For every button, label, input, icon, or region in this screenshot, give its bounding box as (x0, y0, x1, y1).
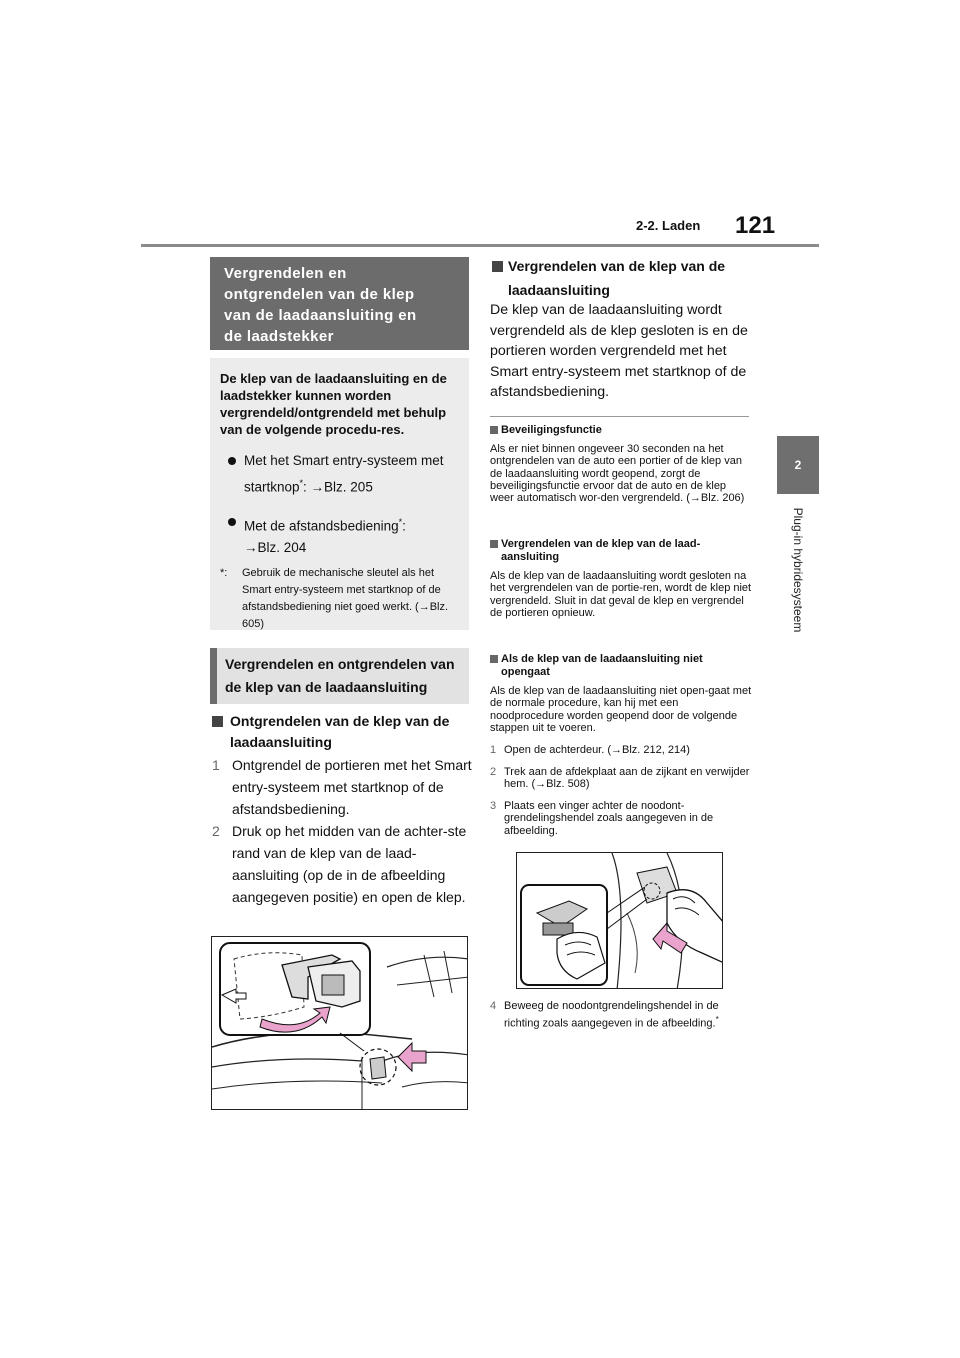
emergency-step-2: 2 Trek aan de afdekplaat aan de zijkant en verwijder hem. (→Blz. 508) (490, 766, 750, 791)
bullet-remote: Met de afstandsbediening*: →Blz. 204 (220, 511, 459, 560)
section-heading-line: ontgrendelen van de klep (224, 286, 415, 303)
security-heading: Beveiligingsfunctie (490, 424, 752, 437)
subheading-line: Vergrendelen en ontgrendelen van (225, 656, 455, 672)
header-rule (141, 244, 819, 247)
security-text: Als er niet binnen ongeveer 30 seconden na het ontgrendelen van de auto een portier of de klep van de laadaansluiting wordt geopend, zorgt de beveiligingsfunctie ervoor dat de auto en de klep weer automatisch wor-den vergrendeld. (→Blz. 206) (490, 443, 745, 505)
step-number: 4 (490, 1000, 497, 1012)
step-number: 2 (212, 823, 220, 839)
square-bullet-icon (490, 426, 498, 434)
chapter-title-vertical (750, 500, 846, 650)
emergency-lever-illustration (516, 852, 723, 989)
chapter-tab: 2 (777, 436, 819, 494)
footnote-mark: *: (220, 567, 228, 579)
step-number: 1 (490, 744, 497, 756)
step-number: 3 (490, 800, 497, 812)
step-text: Druk op het midden van de achter-ste rand van de klep van de laad-aansluiting (op de in de afbeelding aangegeven positie) en open de klep. (232, 823, 467, 905)
section-title: 2-2. Laden (636, 218, 701, 233)
intro-box (210, 358, 469, 630)
emergency-step-3: 3 Plaats een vinger achter de noodont-grendelingshendel zoals aangegeven in de afbeelding. (490, 800, 714, 837)
subheading-box (210, 648, 469, 704)
charging-lid-illustration (211, 936, 468, 1110)
section-heading-line: de laadstekker (224, 328, 334, 345)
step-number: 1 (212, 757, 220, 773)
notopen-heading: Als de klep van de laadaansluiting niet opengaat (490, 653, 752, 679)
section-heading-line: van de laadaansluiting en (224, 307, 417, 324)
step-text: Ontgrendel de portieren met het Smart entry-systeem met startknop of de afstandsbediening. (232, 757, 472, 817)
square-bullet-icon (490, 540, 498, 548)
unlock-heading: Ontgrendelen van de klep van de laadaansluiting (210, 711, 472, 753)
emergency-step-4: 4 Beweeg de noodontgrendelingshendel in de richting zoals aangegeven in de afbeelding.* (490, 1000, 719, 1030)
footnote (220, 565, 459, 633)
chapter-title: Plug-in hybridesysteem (791, 507, 805, 633)
section-heading-line: Vergrendelen en (224, 265, 347, 282)
lock2-text: Als de klep van de laadaansluiting wordt gesloten na het vergrendelen van de portie-ren, wordt de klep niet vergrendeld. Sluit in dat geval de klep en vergrendel de portieren opnieuw. (490, 570, 752, 619)
bullet-smart-entry: Met het Smart entry-systeem met startknop*: →Blz. 205 (220, 450, 459, 499)
emergency-step-1: 1 Open de achterdeur. (→Blz. 212, 214) (490, 744, 690, 756)
unlock-step-2 (210, 820, 472, 908)
step-number: 2 (490, 766, 497, 778)
page-number: 121 (735, 212, 776, 239)
lock-heading: Vergrendelen van de klep van de laadaansluiting (490, 254, 752, 302)
square-bullet-icon (212, 716, 223, 727)
section-divider (490, 416, 749, 417)
square-bullet-icon (490, 655, 498, 663)
subheading-line: de klep van de laadaansluiting (225, 679, 428, 695)
unlock-step-1 (210, 754, 472, 820)
footnote-text: Gebruik de mechanische sleutel als het Smart entry-systeem met startknop of de afstandsbediening niet goed werkt. (→Blz. 605) (242, 567, 449, 630)
intro-text: De klep van de laadaansluiting en de laadstekker kunnen worden vergrendeld/ontgrendeld met behulp van de volgende procedu-res. (220, 371, 447, 437)
lock-text: De klep van de laadaansluiting wordt vergrendeld als de klep gesloten is en de portieren worden vergrendeld met het Smart entry-systeem met startknop of de afstandsbediening. (490, 302, 748, 400)
section-heading-box (210, 257, 469, 350)
notopen-text: Als de klep van de laadaansluiting niet open-gaat met de normale procedure, kan hij met een noodprocedure worden geopend door de volgende stappen uit te voeren. (490, 685, 752, 734)
square-bullet-icon (492, 261, 503, 272)
bullet-dot-icon (228, 457, 236, 465)
lock2-heading: Vergrendelen van de klep van de laad-aansluiting (490, 538, 752, 564)
bullet-dot-icon (228, 518, 236, 526)
